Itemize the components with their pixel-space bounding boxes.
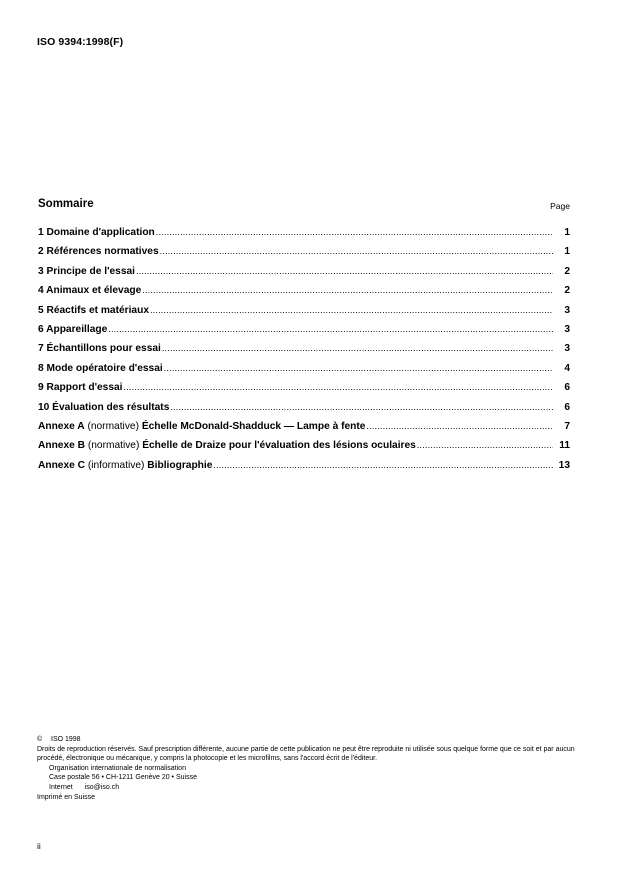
toc-entry-label: 5 Réactifs et matériaux [38,304,149,316]
toc-page-number: 6 [564,401,570,413]
toc-page-number: 3 [564,343,570,355]
toc-dot-leader [136,266,553,277]
toc-dot-leader [160,246,553,257]
toc-entry-label: 7 Échantillons pour essai [38,343,161,355]
toc-dot-leader [170,402,553,413]
copyright-symbol: © [37,736,43,743]
toc-entry-label: Annexe C (informative) Bibliographie [38,459,213,471]
table-of-contents [38,227,570,479]
toc-dot-leader [162,343,553,354]
internet-email[interactable]: iso@iso.ch [84,783,120,791]
copyright-text: ISO 1998 [51,736,81,743]
internet-line [37,783,582,793]
toc-page-number: 6 [564,382,570,394]
toc-page-number: 2 [564,285,570,297]
toc-dot-leader [150,305,553,316]
toc-entry-4[interactable] [38,285,570,304]
toc-page-number: 4 [564,362,570,374]
toc-entry-annex-b[interactable] [38,440,570,459]
toc-dot-leader [108,324,553,335]
toc-entry-label: 4 Animaux et élevage [38,285,142,297]
toc-entry-label: 2 Références normatives [38,246,159,258]
printed-in: Imprimé en Suisse [37,793,95,801]
toc-page-number: 7 [564,420,570,432]
toc-dot-leader [213,460,553,471]
document-id-header: ISO 9394:1998(F) [37,36,124,48]
page-number: ii [37,841,41,851]
toc-entry-6[interactable] [38,324,570,343]
toc-entry-3[interactable] [38,266,570,285]
toc-page-number: 2 [564,265,570,277]
toc-entry-label: Annexe B (normative) Échelle de Draize pour l'évaluation des lésions oculaires [38,440,416,452]
toc-entry-8[interactable] [38,363,570,382]
toc-page-column-label: Page [550,201,570,211]
rights-notice: Droits de reproduction réservés. Sauf prescription différente, aucune partie de cette publication ne peut être reproduite ni utilisée sous quelque forme que ce soit et par aucun procédé, électronique ou mécanique, y compris la photocopie et les microfilms, sans l'accord écrit de l'éditeur. [37,745,575,763]
toc-entry-label: 8 Mode opératoire d'essai [38,362,163,374]
toc-dot-leader [164,363,553,374]
toc-entry-label: 1 Domaine d'application [38,227,155,238]
toc-dot-leader [124,382,553,393]
toc-entry-7[interactable] [38,343,570,362]
toc-entry-10[interactable] [38,402,570,421]
toc-entry-label: 9 Rapport d'essai [38,382,123,394]
toc-entry-label: 6 Appareillage [38,323,108,335]
toc-dot-leader [142,285,553,296]
toc-entry-annex-a[interactable] [38,421,570,440]
organization-name: Organisation internationale de normalisation [49,764,186,772]
toc-dot-leader [417,440,553,451]
toc-entry-label: 3 Principe de l'essai [38,265,135,277]
toc-page-number: 1 [564,246,570,258]
internet-label: Internet [49,783,73,791]
copyright-block [37,735,582,802]
toc-page-number: 3 [564,323,570,335]
copyright-line [37,735,582,745]
toc-page-number: 1 [564,227,570,238]
toc-dot-leader [156,227,553,238]
toc-title: Sommaire [38,198,94,210]
toc-entry-annex-c[interactable] [38,460,570,479]
toc-entry-2[interactable] [38,246,570,265]
toc-entry-label: Annexe A (normative) Échelle McDonald-Shadduck — Lampe à fente [38,420,366,432]
toc-page-number: 13 [558,459,570,471]
toc-entry-5[interactable] [38,305,570,324]
postal-address: Case postale 56 • CH-1211 Genève 20 • Suisse [49,774,197,782]
toc-page-number: 11 [559,440,570,452]
toc-dot-leader [366,421,553,432]
toc-entry-label: 10 Évaluation des résultats [38,401,170,413]
toc-entry-9[interactable] [38,382,570,401]
toc-page-number: 3 [564,304,570,316]
toc-entry-1[interactable] [38,227,570,246]
